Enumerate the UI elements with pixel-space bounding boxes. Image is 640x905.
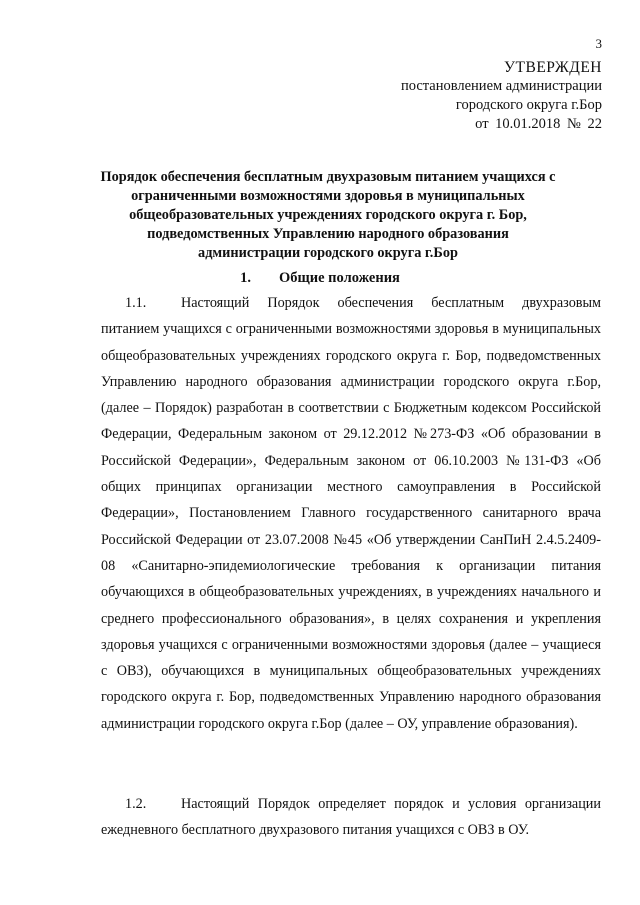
- paragraph-1-1: [101, 290, 601, 737]
- section-title: Общие положения: [278, 270, 400, 286]
- paragraph-1-2: [101, 791, 601, 844]
- paragraph-text: Настоящий Порядок обеспечения бесплатным двухразовым питанием учащихся с ограниченными возможностями здоровья в муниципальных общеобразовательных учреждениях городского округа г. Бор, подведомственных Управлению народного образования администрации городского округа г.Бор, (далее – Порядок) разработан в соответствии с Бюджетным кодексом Российской Федерации, Федеральным законом от 29.12.2012 №273-ФЗ «Об образовании в Российской Федерации», Федеральным законом от 06.10.2003 №131-ФЗ «Об общих принципах организации местного самоуправления в Российской Федерации», Постановлением Главного государственного санитарного врача Российской Федерации от 23.07.2008 №45 «Об утверждении СанПиН 2.4.5.2409-08 «Санитарно-эпидемиологические требования к организации питания обучающихся в общеобразовательных учреждениях, в учреждениях начального и среднего профессионального образования», в целях сохранения и укрепления здоровья учащихся с ограниченными возможностями здоровья (далее – учащиеся с ОВЗ), обучающихся в муниципальных общеобразовательных учреждениях городского округа г. Бор, подведомственных Управлению народного образования администрации городского округа г.Бор (далее – ОУ, управление образования).: [101, 295, 601, 732]
- approval-heading: УТВЕРЖДЕН: [504, 59, 602, 76]
- paragraph-number: 1.1.: [125, 295, 147, 311]
- section-heading: [0, 270, 640, 287]
- section-number: 1.: [240, 270, 251, 286]
- approval-line-2: городского округа г.Бор: [455, 97, 602, 113]
- page-number: 3: [595, 36, 602, 51]
- document-title: Порядок обеспечения бесплатным двухразовым питанием учащихся с ограниченными возможностями здоровья в муниципальных общеобразовательных учреждениях городского округа г. Бор, подведомственных Управлению народного образования администрации городского округа г.Бор: [100, 169, 556, 261]
- approval-line-1: постановлением администрации: [400, 78, 602, 94]
- approval-stamp: [401, 58, 602, 134]
- approval-date-line: от 10.01.2018 № 22: [475, 116, 602, 132]
- paragraph-number: 1.2.: [125, 796, 147, 812]
- paragraph-text: Настоящий Порядок определяет порядок и условия организации ежедневного бесплатного двухразового питания учащихся с ОВЗ в ОУ.: [101, 796, 601, 839]
